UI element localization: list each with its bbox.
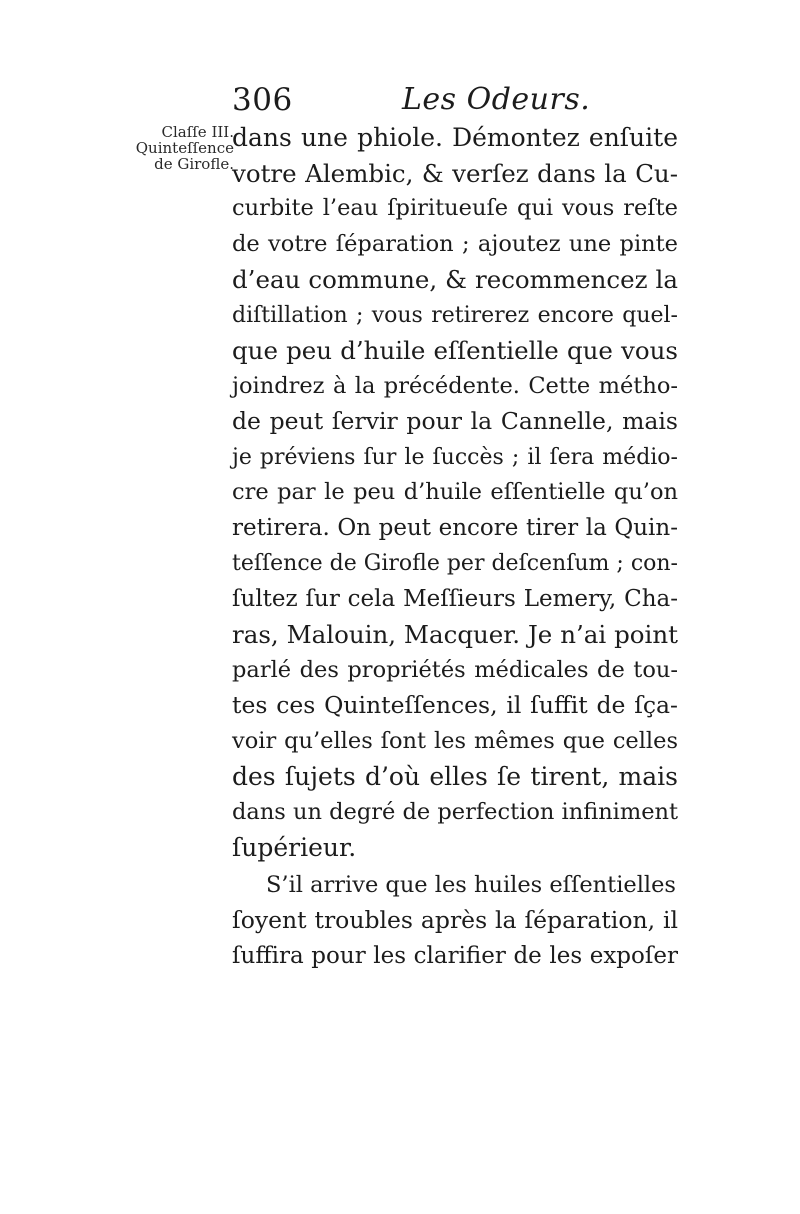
running-header <box>232 82 682 122</box>
page-number: 306 <box>232 82 293 118</box>
marginal-note-line: Claſſe III. <box>161 123 234 141</box>
text-line: d’eau commune, & recommencez la <box>232 265 678 294</box>
text-line: joindrez à la précédente. Cette métho- <box>232 372 678 399</box>
marginal-note-line: de Girofle. <box>154 155 234 173</box>
marginal-note-line: Quinteſſence <box>135 139 234 157</box>
text-line: curbite l’eau ſpiritueuſe qui vous reſte <box>232 195 678 221</box>
running-title: Les Odeurs. <box>402 82 591 117</box>
text-line: dans un degré de perfection infiniment <box>232 798 679 825</box>
body-text <box>232 120 678 974</box>
text-line: voir qu’elles ſont les mêmes que celles <box>232 727 678 754</box>
text-line: ſultez ſur cela Meſſieurs Lemery, Cha- <box>232 585 678 612</box>
text-line: diſtillation ; vous retirerez encore quel- <box>232 302 678 328</box>
text-line: parlé des propriétés médicales de tou- <box>232 656 678 683</box>
marginal-note <box>118 124 234 172</box>
text-line: ſoyent troubles après la ſéparation, il <box>232 906 678 934</box>
text-line: retirera. On peut encore tirer la Quin- <box>232 514 678 541</box>
text-line: je préviens ſur le ſuccès ; il ſera médio- <box>232 444 678 470</box>
text-line: de votre ſéparation ; ajoutez une pinte <box>232 230 678 257</box>
text-line: des ſujets d’où elles ſe tirent, mais <box>232 762 678 791</box>
text-line: ſuffira pour les clarifier de les expoſer <box>232 942 678 969</box>
text-line: dans une phiole. Démontez enſuite <box>232 123 678 152</box>
text-line: votre Alembic, & verſez dans la Cu- <box>232 158 678 188</box>
text-line: cre par le peu d’huile eſſentielle qu’on <box>232 479 678 505</box>
text-line: ſupérieur. <box>232 833 357 862</box>
text-line: de peut ſervir pour la Cannelle, mais <box>232 407 678 435</box>
text-line: que peu d’huile eſſentielle que vous <box>232 336 678 365</box>
text-line: teſſence de Girofle per deſcenſum ; con- <box>232 551 678 576</box>
text-line: tes ces Quinteſſences, il ſuffit de ſça- <box>232 691 678 719</box>
text-line: ras, Malouin, Macquer. Je n’ai point <box>232 620 678 649</box>
paragraph-first-line: S’il arrive que les huiles eſſentielles <box>266 871 676 898</box>
